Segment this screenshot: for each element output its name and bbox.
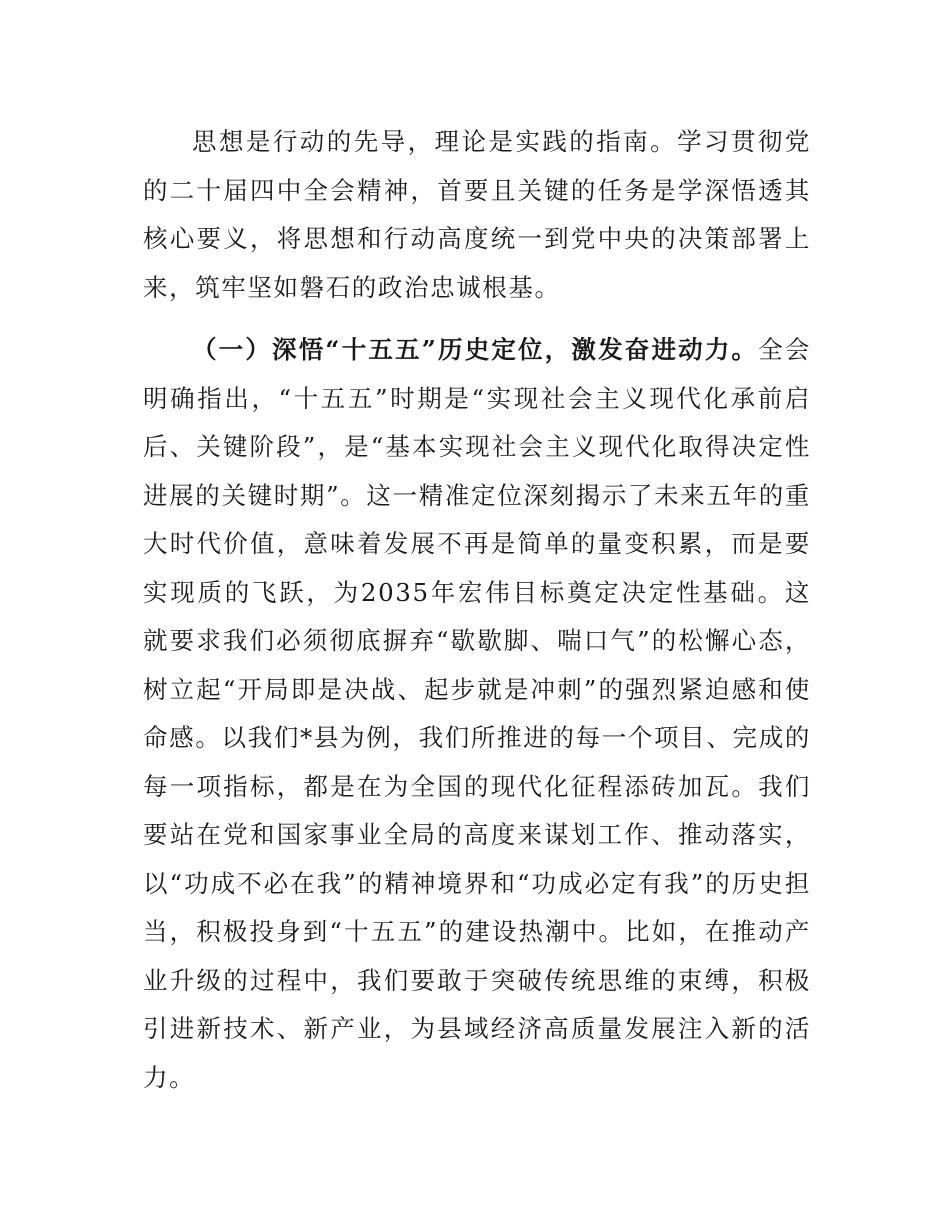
section-one-heading: （一）深悟“十五五”历史定位，激发奋进动力。 <box>192 335 759 364</box>
paragraph-section-one <box>143 326 811 1102</box>
document-body <box>143 118 811 1102</box>
paragraph-intro: 思想是行动的先导，理论是实践的指南。学习贯彻党的二十届四中全会精神，首要且关键的任务是学深悟透其核心要义，将思想和行动高度统一到党中央的决策部署上来，筑牢坚如磐石的政治忠诚根基。 <box>143 127 811 302</box>
section-one-body: 全会明确指出，“十五五”时期是“实现社会主义现代化承前启后、关键阶段”，是“基本实现社会主义现代化取得决定性进展的关键时期”。这一精准定位深刻揭示了未来五年的重大时代价值，意味着发展不再是简单的量变积累，而是要实现质的飞跃，为2035年宏伟目标奠定决定性基础。这就要求我们必须彻底摒弃“歇歇脚、喘口气”的松懈心态，树立起“开局即是决战、起步就是冲刺”的强烈紧迫感和使命感。以我们*县为例，我们所推进的每一个项目、完成的每一项指标，都是在为全国的现代化征程添砖加瓦。我们要站在党和国家事业全局的高度来谋划工作、推动落实，以“功成不必在我”的精神境界和“功成必定有我”的历史担当，积极投身到“十五五”的建设热潮中。比如，在推动产业升级的过程中，我们要敢于突破传统思维的束缚，积极引进新技术、新产业，为县域经济高质量发展注入新的活力。 <box>143 335 812 1092</box>
